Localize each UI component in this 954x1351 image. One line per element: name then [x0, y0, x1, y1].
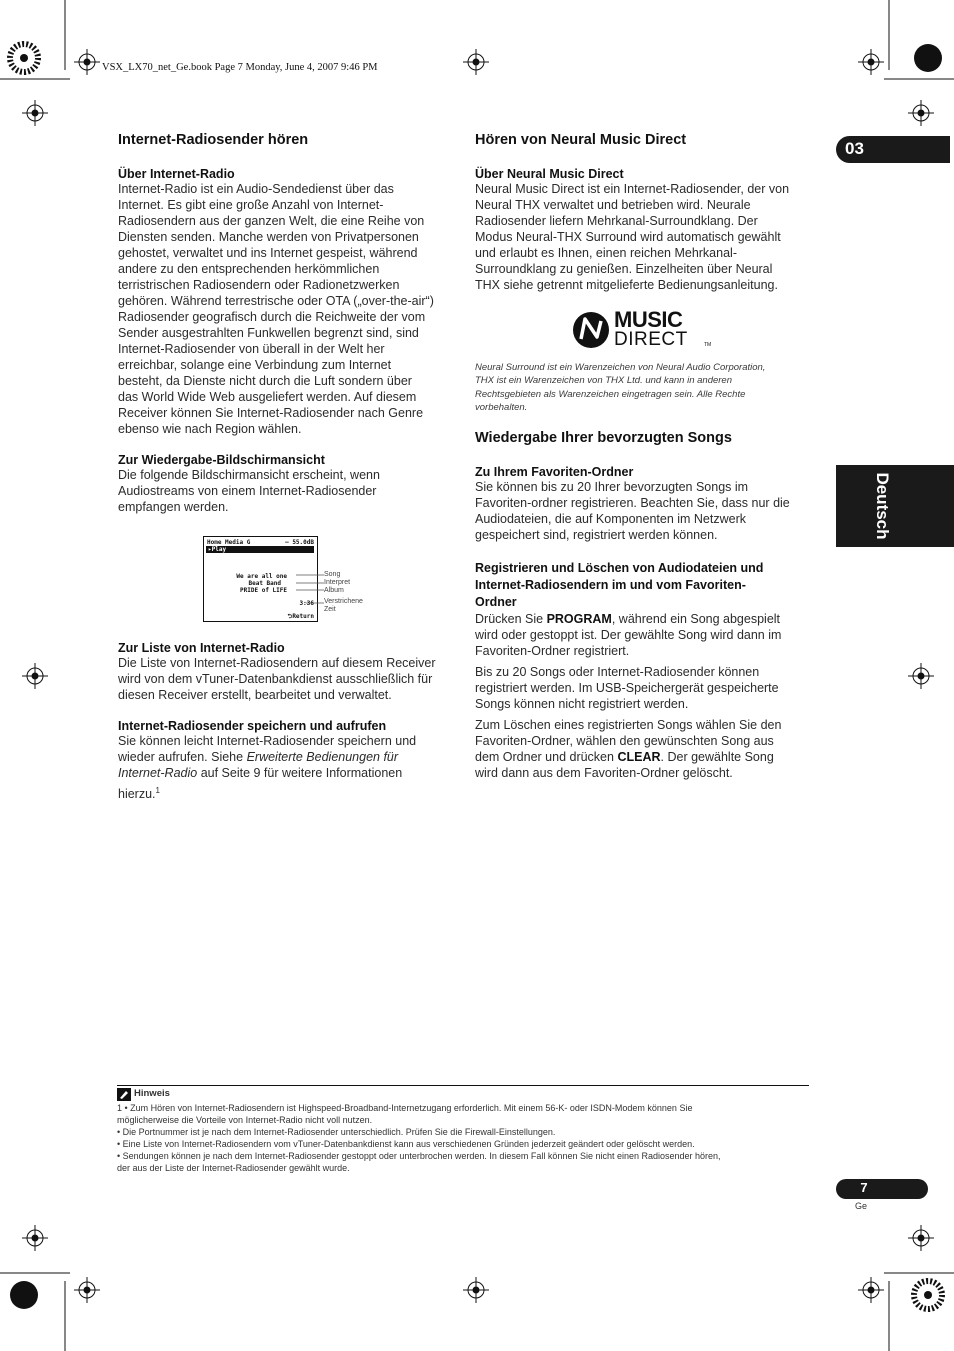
screen-return: ⮌Return [287, 613, 314, 620]
label-artist: Interpret [324, 579, 351, 586]
section-title-internet-radio: Internet-Radiosender hören [118, 132, 309, 148]
screen-mode: ▸Play [206, 546, 314, 553]
register-text: Drücken Sie PROGRAM, während ein Song abgespielt wird oder gestoppt ist. Der gewählte Song wird dann im Favoriten-Ordner registriert. [475, 612, 782, 658]
heading-favorites-folder: Zu Ihrem Favoriten-Ordner [475, 465, 634, 479]
clear-key: CLEAR [617, 750, 661, 764]
left-column-lower [118, 641, 458, 802]
note-icon [117, 1088, 131, 1101]
screen-time: 3:36 [299, 600, 314, 607]
save-recall-text: Sie können leicht Internet-Radiosender speichern und wieder aufrufen. Siehe Erweiterte Bedienungen für Internet-Radio auf Seite 9 für weitere Informationen hierzu.$^1$ [118, 734, 417, 802]
heading-about-internet-radio: Über Internet-Radio [118, 167, 235, 181]
radio-list-text: Die Liste von Internet-Radiosendern auf diesem Receiver wird von dem vTuner-Datenbankdienst ausschließlich für diesen Receiver erstellt, bearbeitet und verwaltet. [118, 656, 436, 702]
footnote-ref[interactable]: 1 [155, 786, 160, 795]
page-language: Ge [855, 1201, 868, 1211]
logo-word-music: MUSIC [614, 307, 683, 332]
screen-title: Home Media G [207, 539, 251, 546]
about-neural-text: Neural Music Direct ist ein Internet-Radiosender, der von Neural THX verwaltet und betrieben wird. Neurale Radiosender liefern Mehrkanal-Surroundklang. Der Modus Neural-THX Surround wird automatisch gewählt und erlaubt es Ihnen, einen reichen Mehrkanal- Surroundklang zu genießen. Einzelheiten über Neural THX siehe getrennt mitgelieferte Bedienungsanleitung. [475, 182, 790, 292]
screen-callout-lines [296, 570, 326, 610]
logo-word-direct: DIRECT [614, 329, 688, 350]
chapter-number: 03 [845, 139, 864, 158]
trademark-caption: Neural Surround ist ein Warenzeichen von Neural Audio Corporation, THX ist ein Warenzeichen von THX Ltd. und kann in anderen Rechtsgebieten als Warenzeichen eingetragen sein. Alle Rechte vorbehalten. [475, 362, 766, 413]
heading-about-neural: Über Neural Music Direct [475, 167, 624, 181]
footnotes: 1 • Zum Hören von Internet-Radiosendern ist Highspeed-Broadband-Internetzugang erforderlich. Mit einem 56-K- oder ISDN-Modem können Sie möglicherweise die Vorteile von Internet-Radio nicht voll nutzen. • Die Portnummer ist je nach dem Internet-Radiosender unterschiedlich. Prüfen Sie die Firewall-Einstellungen. • Eine Liste von Internet-Radiosendern vom vTuner-Datenbankdienst kann aus verschiedenen Gründen jederzeit geändert oder gelöscht werden. • Sendungen können je nach dem Internet-Radiosender gestoppt oder unterbrochen werden. In diesem Fall können Sie nicht einen Radiosender hören, der aus der Liste der Internet-Radiosender gewählt wurde. [117, 1103, 721, 1173]
program-key: PROGRAM [546, 612, 612, 626]
page-number: 7 [860, 1180, 868, 1195]
label-song: Song [324, 571, 341, 578]
label-elapsed: Verstrichene [324, 598, 363, 605]
language-tab [836, 465, 954, 547]
playback-screen-text: Die folgende Bildschirmansicht erscheint, wenn Audiostreams von einem Internet-Radiosender empfangen werden. [118, 468, 380, 514]
heading-register-delete: Registrieren und Löschen von Audiodateien und Internet-Radiosendern im und vom Favoriten- Ordner [475, 561, 764, 609]
print-header: VSX_LX70_net_Ge.book Page 7 Monday, June 4, 2007 9:46 PM [102, 62, 378, 73]
section-title-neural-music: Hören von Neural Music Direct [475, 132, 687, 148]
screen-album: PRIDE of LIFE [240, 587, 287, 594]
music-direct-logo [572, 309, 712, 351]
screen-volume: – 55.0dB [285, 539, 314, 546]
label-album: Album [324, 587, 344, 594]
heading-save-recall: Internet-Radiosender speichern und aufrufen [118, 719, 387, 733]
delete-text: Zum Löschen eines registrierten Songs wählen Sie den Favoriten-Ordner, wählen den gewünschten Song aus dem Ordner und drücken CLEAR. Der gewählte Song wird dann aus dem Favoriten-Ordner gelöscht. [475, 718, 782, 780]
register-limit-text: Bis zu 20 Songs oder Internet-Radiosender können registriert werden. Im USB-Speichergerät gespeicherte Songs können nicht registriert werden. [475, 665, 779, 711]
screen-artist: Beat Band [248, 580, 281, 587]
left-column [118, 132, 458, 515]
footnote-divider [117, 1085, 809, 1086]
about-internet-radio-text: Internet-Radio ist ein Audio-Sendedienst über das Internet. Es gibt eine große Anzahl von Internet- Radiosendern aus der ganzen Welt, die eine Reihe von Diensten senden. Manche werden von Privatpersonen gehostet, verwaltet und ins Internet gespeist, während andere zu den entsprechenden herkömmlichen terristrischen Radiosendern oder Radionetzwerken gehören. Während terrestrische oder OTA („over-the-air“) Radiosender geografisch durch die Reichweite der vom Sender ausgestrahlten Funkwellen begrenzt sind, sind Internet-Radiosender von überall in der Welt her erreichbar, solange eine Verbindung zum Internet besteht, da Dienste nicht durch die Luft sondern über das World Wide Web ausgeliefert werden. Auf diesem Receiver können Sie Internet-Radiosender nach Genre ebenso wie nach Region wählen. [118, 182, 434, 436]
right-column-lower [475, 430, 815, 781]
favorites-folder-text: Sie können bis zu 20 Ihrer bevorzugten Songs im Favoriten-ordner registrieren. Beachten Sie, dass nur die Audiodateien, die auf Komponenten im Netzwerk gespeichert sind, registriert werden können. [475, 480, 790, 542]
label-time: Zeit [324, 606, 336, 613]
right-column [475, 132, 815, 293]
screen-song: We are all one [236, 573, 287, 580]
note-heading: Hinweis [134, 1088, 170, 1099]
language-label: Deutsch [873, 472, 892, 540]
section-title-favorites: Wiedergabe Ihrer bevorzugten Songs [475, 430, 732, 446]
heading-radio-list: Zur Liste von Internet-Radio [118, 641, 285, 655]
logo-trademark: TM [704, 342, 712, 348]
heading-playback-screen: Zur Wiedergabe-Bildschirmansicht [118, 453, 325, 467]
